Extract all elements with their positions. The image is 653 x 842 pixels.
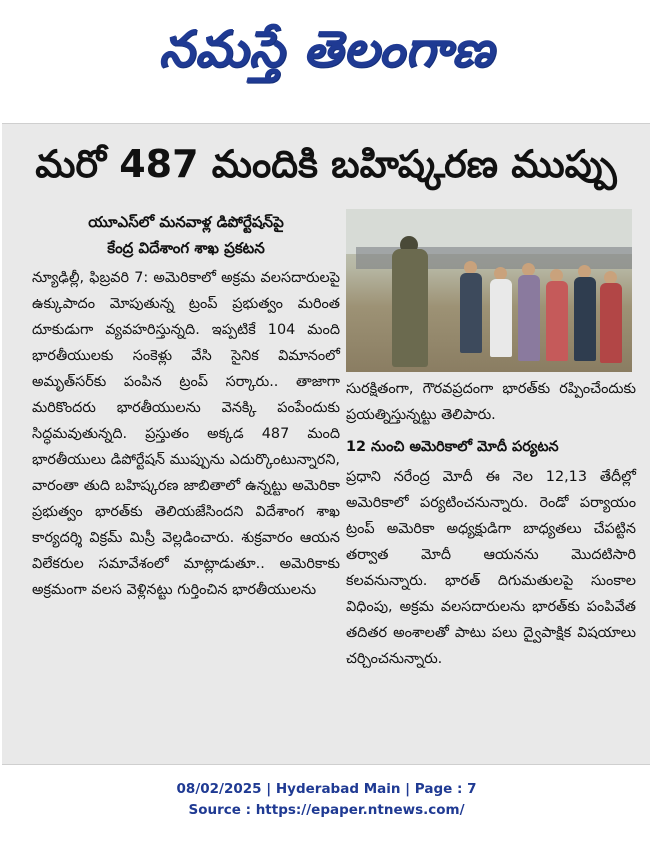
photo-person [574, 277, 596, 361]
article-body-right-1: సురక్షితంగా, గౌరవప్రదంగా భారత్‌కు రప్పించేందుకు ప్రయత్నిస్తున్నట్టు తెలిపారు. [346, 381, 636, 423]
article-clipping [2, 123, 650, 765]
footer-edition-line: 08/02/2025 | Hyderabad Main | Page : 7 [176, 781, 477, 797]
left-column [32, 209, 340, 603]
newspaper-logo: నమస్తే తెలంగాణ [158, 19, 495, 78]
news-photo [346, 209, 632, 372]
article-body-left: న్యూఢిల్లీ, ఫిబ్రవరి 7: అమెరికాలో అక్రమ వలసదారులపై ఉక్కుపాదం మోపుతున్న ట్రంప్ ప్రభుత్వం మరింత దూకుడుగా వ్యవహరిస్తున్నది. ఇప్పటికే 104 మంది భారతీయులకు సంకెళ్లు వేసి సైనిక విమానంలో అమృత్‌సర్‌కు పంపిన ట్రంప్ సర్కారు.. తాజాగా మరికొందరు భారతీయులను వెనక్కి పంపేందుకు సిద్ధమవుతున్నది. ప్రస్తుతం అక్కడ 487 మంది భారతీయులు డిపోర్టేషన్ ముప్పును ఎదుర్కొంటున్నారని, వారంతా తుది బహిష్కరణ జాబితాలో ఉన్నట్టు అమెరికా ప్రభుత్వం భారత్‌కు తెలియజేసిందని విదేశాంగ శాఖ కార్యదర్శి విక్రమ్ మిస్రీ వెల్లడించారు. శుక్రవారం ఆయన విలేకరుల సమావేశంలో మాట్లాడుతూ.. అమెరికాకు అక్రమంగా వలస వెళ్లినట్టు గుర్తించిన భారతీయులను [32, 270, 340, 598]
article-body-right-2: ప్రధాని నరేంద్ర మోదీ ఈ నెల 12,13 తేదీల్లో అమెరికాలో పర్యటించనున్నారు. రెండో పర్యాయం ట్రంప్ అమెరికా అధ్యక్షుడిగా బాధ్యతలు చేపట్టిన తర్వాత మోదీ ఆయనను మొదటిసారి కలవనున్నారు. భారత్ దిగుమతులపై సుంకాల విధింపు, అక్రమ వలసదారులను భారత్‌కు పంపివేత తదితర అంశాలతో పాటు పలు ద్వైపాక్షిక విషయాలు చర్చించనున్నారు. [346, 469, 636, 667]
photo-person [490, 279, 512, 357]
masthead [0, 0, 653, 110]
photo-person [600, 283, 622, 363]
subheadline-line-2: కేంద్ర విదేశాంగ శాఖ ప్రకటన [107, 239, 265, 257]
article-headline: మరో 487 మందికి బహిష్కరణ ముప్పు [35, 142, 617, 186]
photo-person [460, 273, 482, 353]
section-heading: 12 నుంచి అమెరికాలో మోదీ పర్యటన [346, 439, 559, 455]
footer-source-line: Source : https://epaper.ntnews.com/ [188, 802, 465, 818]
subheadline-line-1: యూఎస్‌లో మనవాళ్ల డిపోర్టేషన్‌పై [88, 213, 284, 231]
photo-person [546, 281, 568, 361]
right-column [346, 209, 636, 672]
photo-soldier [392, 249, 428, 367]
photo-person [518, 275, 540, 361]
